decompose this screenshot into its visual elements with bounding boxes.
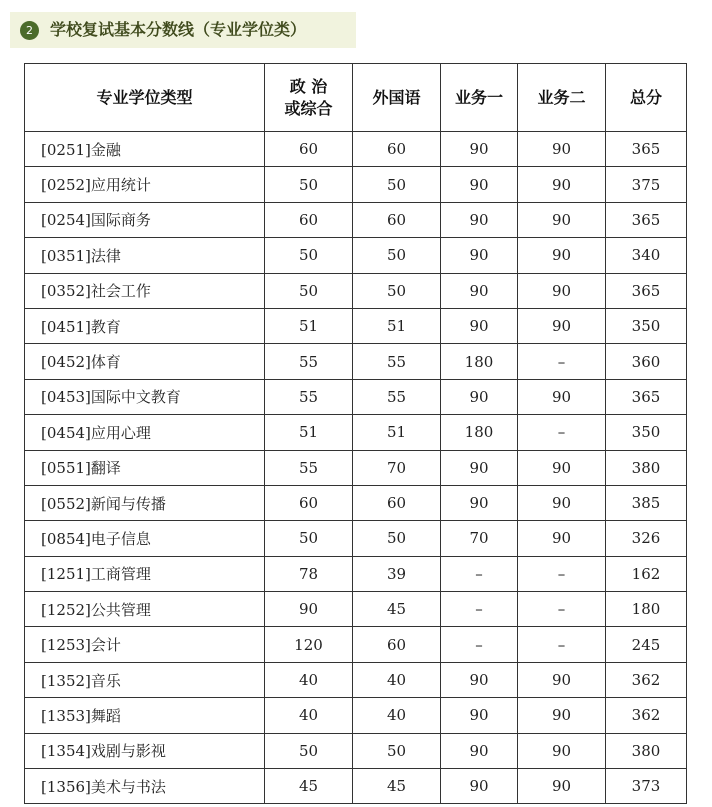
score-cell: –	[518, 627, 606, 662]
score-cell: 55	[353, 344, 441, 379]
score-cell: 78	[265, 556, 353, 591]
column-header: 总分	[606, 64, 687, 132]
score-cell: 60	[265, 485, 353, 520]
score-cell: 55	[265, 379, 353, 414]
score-cell: 51	[265, 415, 353, 450]
degree-type-cell: [1353]舞蹈	[25, 698, 265, 733]
degree-type-cell: [0451]教育	[25, 308, 265, 343]
score-cell: –	[441, 627, 518, 662]
table-row	[25, 450, 687, 485]
section-number-badge: 2	[20, 21, 39, 40]
degree-type-cell: [0352]社会工作	[25, 273, 265, 308]
table-row	[25, 521, 687, 556]
score-cell: 60	[265, 202, 353, 237]
score-cell: 90	[441, 379, 518, 414]
degree-type-cell: [0453]国际中文教育	[25, 379, 265, 414]
degree-type-cell: [1356]美术与书法	[25, 769, 265, 804]
score-cell: 90	[518, 450, 606, 485]
score-cell: 120	[265, 627, 353, 662]
score-cell: 45	[265, 769, 353, 804]
table-row	[25, 556, 687, 591]
score-cell: 50	[353, 733, 441, 768]
score-cell: 70	[441, 521, 518, 556]
table-row	[25, 132, 687, 167]
score-cell: 350	[606, 415, 687, 450]
score-cell: 50	[353, 521, 441, 556]
score-cell: –	[518, 415, 606, 450]
score-cell: 45	[353, 769, 441, 804]
score-cell: 375	[606, 167, 687, 202]
score-cell: 90	[441, 167, 518, 202]
score-cell: 50	[265, 273, 353, 308]
score-cell: –	[518, 556, 606, 591]
table-row	[25, 202, 687, 237]
score-cell: 60	[353, 485, 441, 520]
score-cell: 90	[441, 733, 518, 768]
score-cell: –	[441, 592, 518, 627]
score-cell: 180	[606, 592, 687, 627]
score-cell: 90	[441, 698, 518, 733]
score-cell: 60	[353, 132, 441, 167]
score-cell: 362	[606, 662, 687, 697]
score-cell: 162	[606, 556, 687, 591]
score-cell: 245	[606, 627, 687, 662]
score-cell: 90	[518, 202, 606, 237]
degree-type-cell: [0452]体育	[25, 344, 265, 379]
score-cell: 55	[265, 450, 353, 485]
score-cell: 51	[353, 308, 441, 343]
score-cell: 60	[353, 202, 441, 237]
table-row	[25, 238, 687, 273]
column-header: 外国语	[353, 64, 441, 132]
score-cell: 380	[606, 450, 687, 485]
score-cell: 45	[353, 592, 441, 627]
score-cell: 90	[441, 308, 518, 343]
score-cell: –	[441, 556, 518, 591]
score-cell: 50	[265, 733, 353, 768]
table-row	[25, 592, 687, 627]
table-row	[25, 344, 687, 379]
score-cell: 180	[441, 344, 518, 379]
degree-type-cell: [0251]金融	[25, 132, 265, 167]
score-cell: 90	[441, 273, 518, 308]
degree-type-cell: [1253]会计	[25, 627, 265, 662]
score-cell: 70	[353, 450, 441, 485]
table-header-row	[25, 64, 687, 132]
score-cell: 326	[606, 521, 687, 556]
score-cell: –	[518, 344, 606, 379]
score-cell: 362	[606, 698, 687, 733]
table-row	[25, 769, 687, 804]
degree-type-cell: [0552]新闻与传播	[25, 485, 265, 520]
column-header: 业务二	[518, 64, 606, 132]
score-cell: 373	[606, 769, 687, 804]
score-cell: 51	[353, 415, 441, 450]
score-table	[24, 63, 687, 804]
score-cell: 40	[353, 698, 441, 733]
score-cell: 90	[518, 238, 606, 273]
score-cell: 39	[353, 556, 441, 591]
score-cell: 90	[441, 132, 518, 167]
degree-type-cell: [1252]公共管理	[25, 592, 265, 627]
degree-type-cell: [0551]翻译	[25, 450, 265, 485]
score-cell: 55	[265, 344, 353, 379]
score-cell: 55	[353, 379, 441, 414]
table-row	[25, 698, 687, 733]
section-header	[10, 12, 356, 48]
score-cell: 90	[518, 273, 606, 308]
score-cell: 90	[518, 379, 606, 414]
table-body	[25, 132, 687, 804]
table-row	[25, 273, 687, 308]
score-cell: 365	[606, 379, 687, 414]
table-row	[25, 627, 687, 662]
table-row	[25, 733, 687, 768]
score-cell: 90	[441, 202, 518, 237]
score-cell: 385	[606, 485, 687, 520]
score-cell: 90	[441, 238, 518, 273]
score-cell: 90	[518, 662, 606, 697]
score-cell: 90	[441, 769, 518, 804]
score-cell: 90	[518, 769, 606, 804]
score-cell: 340	[606, 238, 687, 273]
score-cell: 365	[606, 273, 687, 308]
column-header: 专业学位类型	[25, 64, 265, 132]
score-cell: 90	[518, 167, 606, 202]
score-cell: 90	[441, 662, 518, 697]
score-cell: 90	[441, 485, 518, 520]
score-cell: 90	[265, 592, 353, 627]
score-cell: 50	[353, 273, 441, 308]
degree-type-cell: [0351]法律	[25, 238, 265, 273]
score-cell: 50	[353, 167, 441, 202]
table-row	[25, 167, 687, 202]
table-row	[25, 308, 687, 343]
score-cell: 40	[265, 662, 353, 697]
score-cell: 40	[265, 698, 353, 733]
table-row	[25, 662, 687, 697]
degree-type-cell: [1251]工商管理	[25, 556, 265, 591]
score-cell: 365	[606, 202, 687, 237]
score-cell: 180	[441, 415, 518, 450]
score-cell: 90	[518, 308, 606, 343]
score-cell: 360	[606, 344, 687, 379]
score-cell: 365	[606, 132, 687, 167]
score-cell: 50	[265, 167, 353, 202]
score-cell: 40	[353, 662, 441, 697]
degree-type-cell: [0454]应用心理	[25, 415, 265, 450]
column-header: 政 治 或综合	[265, 64, 353, 132]
section-title: 学校复试基本分数线（专业学位类）	[50, 20, 307, 39]
score-cell: 350	[606, 308, 687, 343]
table-row	[25, 379, 687, 414]
score-cell: 90	[441, 450, 518, 485]
score-cell: 60	[265, 132, 353, 167]
degree-type-cell: [1352]音乐	[25, 662, 265, 697]
degree-type-cell: [0254]国际商务	[25, 202, 265, 237]
score-cell: –	[518, 592, 606, 627]
score-cell: 50	[265, 238, 353, 273]
column-header: 业务一	[441, 64, 518, 132]
score-cell: 50	[265, 521, 353, 556]
score-cell: 60	[353, 627, 441, 662]
score-cell: 90	[518, 485, 606, 520]
degree-type-cell: [1354]戏剧与影视	[25, 733, 265, 768]
score-cell: 90	[518, 521, 606, 556]
score-cell: 50	[353, 238, 441, 273]
score-cell: 51	[265, 308, 353, 343]
table-row	[25, 415, 687, 450]
degree-type-cell: [0252]应用统计	[25, 167, 265, 202]
score-cell: 90	[518, 132, 606, 167]
score-cell: 380	[606, 733, 687, 768]
table-row	[25, 485, 687, 520]
score-cell: 90	[518, 698, 606, 733]
degree-type-cell: [0854]电子信息	[25, 521, 265, 556]
score-cell: 90	[518, 733, 606, 768]
